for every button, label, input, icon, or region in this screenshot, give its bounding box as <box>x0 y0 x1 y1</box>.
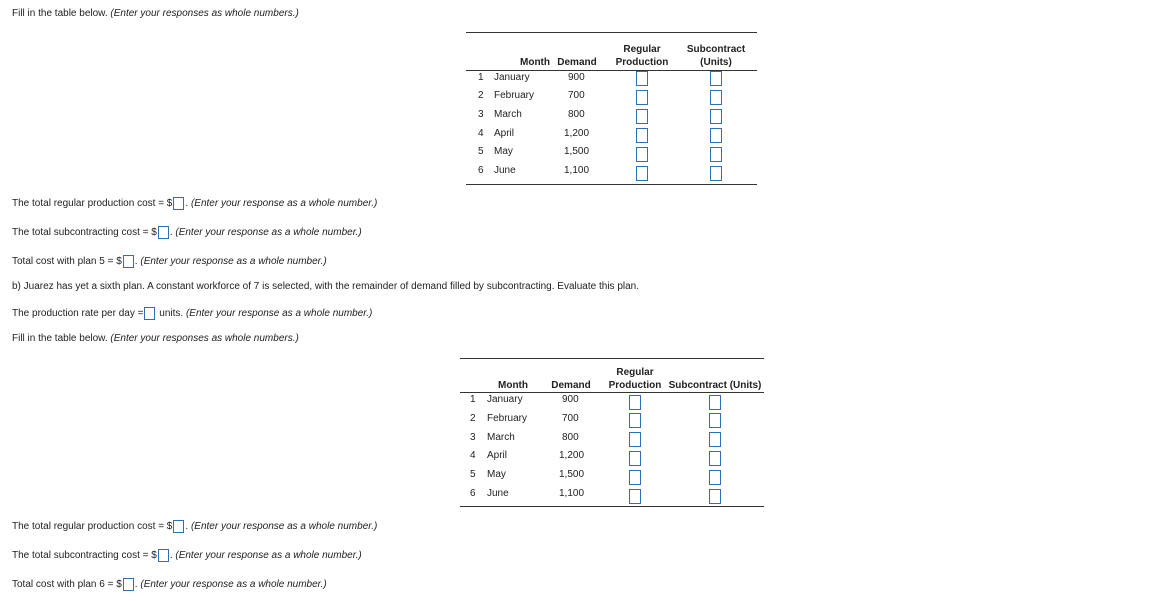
col-header-regular-production: Regular Production <box>608 367 662 391</box>
plan5-total-line: Total cost with plan 5 = $ . (Enter your response as a whole number.) <box>12 256 327 268</box>
plan6-total-line: Total cost with plan 6 = $ . (Enter your response as a whole number.) <box>12 579 327 591</box>
plan5-sub-cost-line: The total subcontracting cost = $ . (Enter your response as a whole number.) <box>12 227 362 239</box>
regular-production-input-february[interactable] <box>629 413 641 428</box>
col-header-demand: Demand <box>557 57 597 68</box>
plan6-regular-cost-line: The total regular production cost = $ . (Enter your response as a whole number.) <box>12 521 378 533</box>
regular-production-input-april[interactable] <box>629 451 641 466</box>
plan6-sub-cost-input[interactable] <box>158 549 169 562</box>
regular-production-input-january[interactable] <box>629 395 641 410</box>
subcontract-input-february[interactable] <box>709 413 721 428</box>
col-header-month: Month <box>498 380 528 391</box>
subcontract-input-march[interactable] <box>709 432 721 447</box>
part-b-text: b) Juarez has yet a sixth plan. A constant workforce of 7 is selected, with the remainder of demand filled by subcontracting. Evaluate this plan. <box>12 281 640 292</box>
subcontract-input-june[interactable] <box>709 489 721 504</box>
table-bottom-rule <box>460 506 764 507</box>
subcontract-input-april[interactable] <box>709 451 721 466</box>
col-header-demand: Demand <box>551 380 591 391</box>
header-rule <box>460 392 764 393</box>
subcontract-input-may[interactable] <box>709 470 721 485</box>
plan6-total-input[interactable] <box>123 578 134 591</box>
regular-production-input-june[interactable] <box>629 489 641 504</box>
fill2-instruction: Fill in the table below. (Enter your responses as whole numbers.) <box>12 333 299 344</box>
col-header-subcontract: Subcontract (Units) <box>686 44 746 68</box>
subcontract-input-january[interactable] <box>709 395 721 410</box>
intro-hint: (Enter your responses as whole numbers.) <box>110 8 299 19</box>
intro-instruction: Fill in the table below. (Enter your responses as whole numbers.) <box>12 8 299 19</box>
col-header-subcontract: Subcontract (Units) <box>668 380 762 391</box>
table-plan6: Month Demand Regular Production Subcontract (Units) 1 January 900 2 February 700 3 March 800 4 April 1,200 5 May 1,500 6 June 1,100 <box>0 0 1172 520</box>
regular-production-input-march[interactable] <box>629 432 641 447</box>
table-plan5: Month Demand Regular Production Subcontract (Units) 1 January 900 2 February 700 3 March 800 4 April 1,200 5 May 1,500 6 June 1,100 <box>0 0 1172 200</box>
production-rate-line: The production rate per day = units. (Enter your response as a whole number.) <box>12 308 373 320</box>
col-header-month: Month <box>520 57 550 68</box>
plan6-sub-cost-line: The total subcontracting cost = $ . (Enter your response as a whole number.) <box>12 550 362 562</box>
table-top-rule <box>460 358 764 359</box>
plan5-regular-cost-line: The total regular production cost = $ . (Enter your response as a whole number.) <box>12 198 378 210</box>
col-header-regular-production: Regular Production <box>615 44 669 68</box>
regular-production-input-may[interactable] <box>629 470 641 485</box>
plan6-regular-cost-input[interactable] <box>173 520 184 533</box>
